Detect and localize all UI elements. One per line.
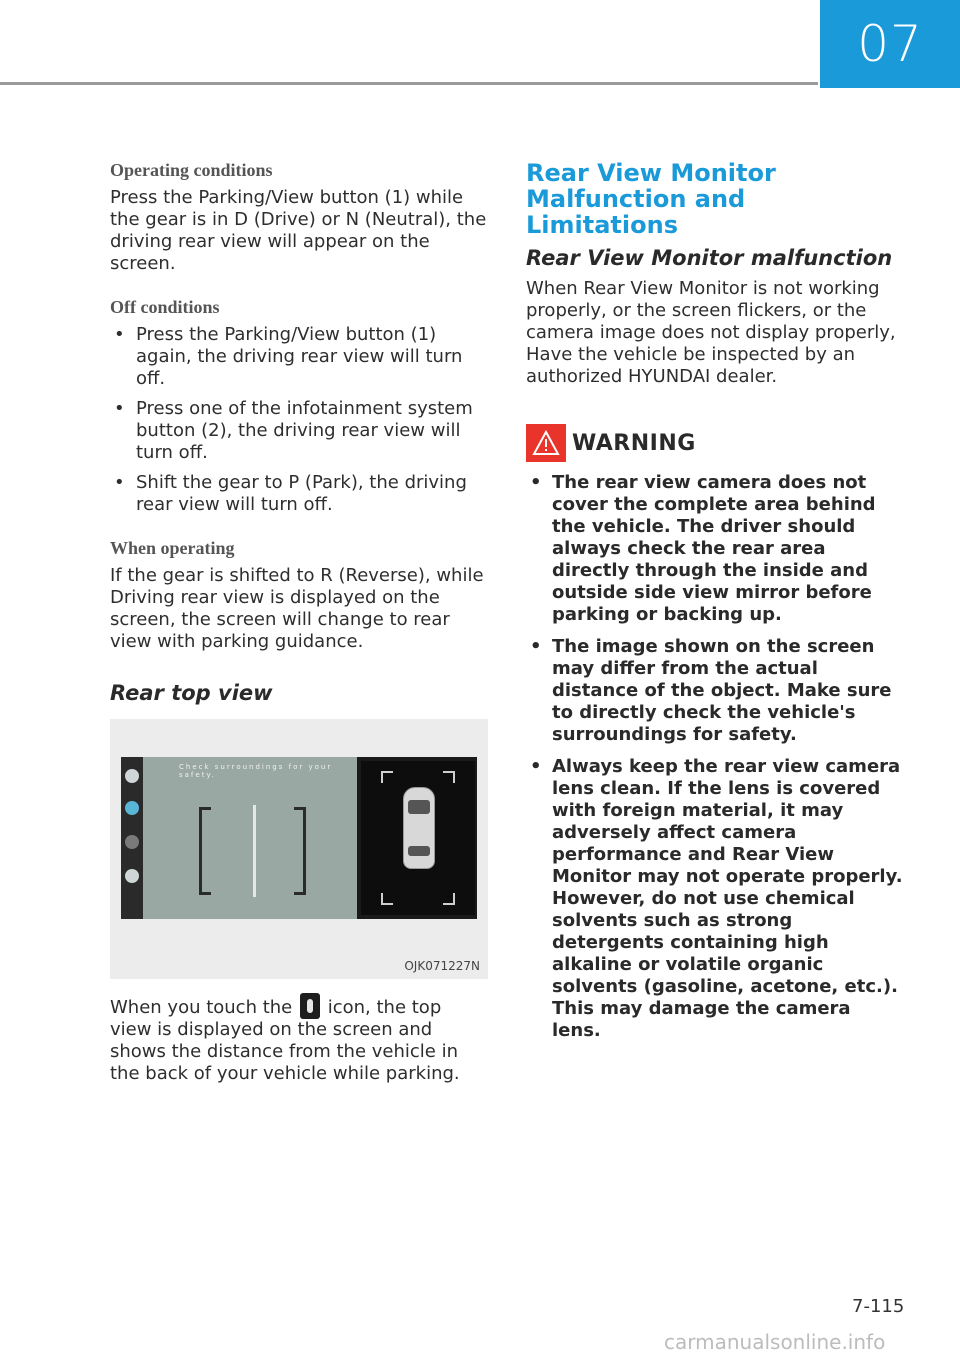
- list-item: • The rear view camera does not cover the complete area behind the vehicle. The driver should always check the rear area directly through the inside and outside side view mirror before parking or backing up.: [526, 472, 904, 626]
- list-item: • Press the Parking/View button (1) again, the driving rear view will turn off.: [110, 324, 488, 390]
- figure-code: OJK071227N: [404, 959, 480, 973]
- guide-line-left: [199, 807, 202, 895]
- malfunction-heading: Rear View Monitor malfunction: [526, 246, 893, 270]
- rear-top-view-figure: [110, 719, 488, 979]
- top-view-description: [110, 993, 488, 1085]
- sensor-corner: [381, 771, 393, 783]
- camera-view: [143, 757, 357, 919]
- warning-list: [526, 472, 904, 1042]
- settings-gear-icon: [125, 869, 139, 883]
- malfunction-text: When Rear View Monitor is not working properly, or the screen flickers, or the camera image does not display properly, Have the vehicle be inspected by an authorized HYUNDAI dealer.: [526, 278, 896, 387]
- warning-title: WARNING: [572, 430, 696, 456]
- sensor-corner: [443, 771, 455, 783]
- header-rule: [0, 82, 818, 85]
- vehicle-top-icon: [403, 787, 435, 869]
- guide-line-right-bottom: [294, 892, 306, 895]
- left-column: [110, 160, 488, 1107]
- when-operating-text: If the gear is shifted to R (Reverse), while Driving rear view is displayed on the screen, the screen will change to rear view with parking guidance.: [110, 565, 484, 652]
- right-column: [526, 160, 904, 1052]
- sensor-corner: [443, 893, 455, 905]
- rear-top-view-heading: Rear top view: [110, 681, 273, 705]
- off-conditions-list: [110, 324, 488, 516]
- sensor-corner: [381, 893, 393, 905]
- rear-view-icon: [125, 801, 139, 815]
- chapter-tab: 07: [820, 0, 960, 88]
- touch-text-after: icon, the top view is displayed on the screen and shows the distance from the vehicle in the back of your vehicle while parking.: [110, 997, 460, 1084]
- touch-text-before: When you touch the: [110, 997, 293, 1018]
- list-item: • Always keep the rear view camera lens clean. If the lens is covered with foreign material, it may adversely affect camera performance and Rear View Monitor may not operate properly. However, do not use chemical solvents such as strong detergents containing high alkaline or volatile organic solvents (gasoline, acetone, etc.). This may damage the camera lens.: [526, 756, 904, 1042]
- section-title: Rear View Monitor Malfunction and Limitations: [526, 159, 776, 239]
- when-operating-heading: When operating: [110, 538, 235, 558]
- watermark: carmanualsonline.info: [664, 1330, 886, 1354]
- operating-conditions-heading: Operating conditions: [110, 160, 273, 180]
- view-mode-rail: [121, 757, 143, 919]
- top-view-pane: [361, 761, 475, 915]
- list-item: • Press one of the infotainment system button (2), the driving rear view will turn off.: [110, 398, 488, 464]
- home-icon: [125, 769, 139, 783]
- camera-message: Check surroundings for your safety.: [179, 763, 333, 779]
- page-number: 7-115: [852, 1296, 905, 1317]
- guide-line-left-top: [199, 807, 211, 810]
- guide-line-center: [253, 805, 256, 897]
- guide-line-left-bottom: [199, 892, 211, 895]
- guide-line-right: [303, 807, 306, 895]
- list-item: • The image shown on the screen may differ from the actual distance of the object. Make sure to directly check the vehicle's surroundings for safety.: [526, 636, 904, 746]
- list-item: • Shift the gear to P (Park), the driving rear view will turn off.: [110, 472, 488, 516]
- top-view-icon: [125, 835, 139, 849]
- windshield: [408, 800, 430, 814]
- rear-window: [408, 846, 430, 856]
- guide-line-right-top: [294, 807, 306, 810]
- operating-conditions-text: Press the Parking/View button (1) while the gear is in D (Drive) or N (Neutral), the driving rear view will appear on the screen.: [110, 187, 487, 274]
- top-view-icon: [300, 993, 320, 1019]
- off-conditions-heading: Off conditions: [110, 297, 220, 317]
- warning-header: [526, 424, 904, 462]
- infotainment-screen: [121, 757, 477, 919]
- warning-triangle-icon: [526, 424, 566, 462]
